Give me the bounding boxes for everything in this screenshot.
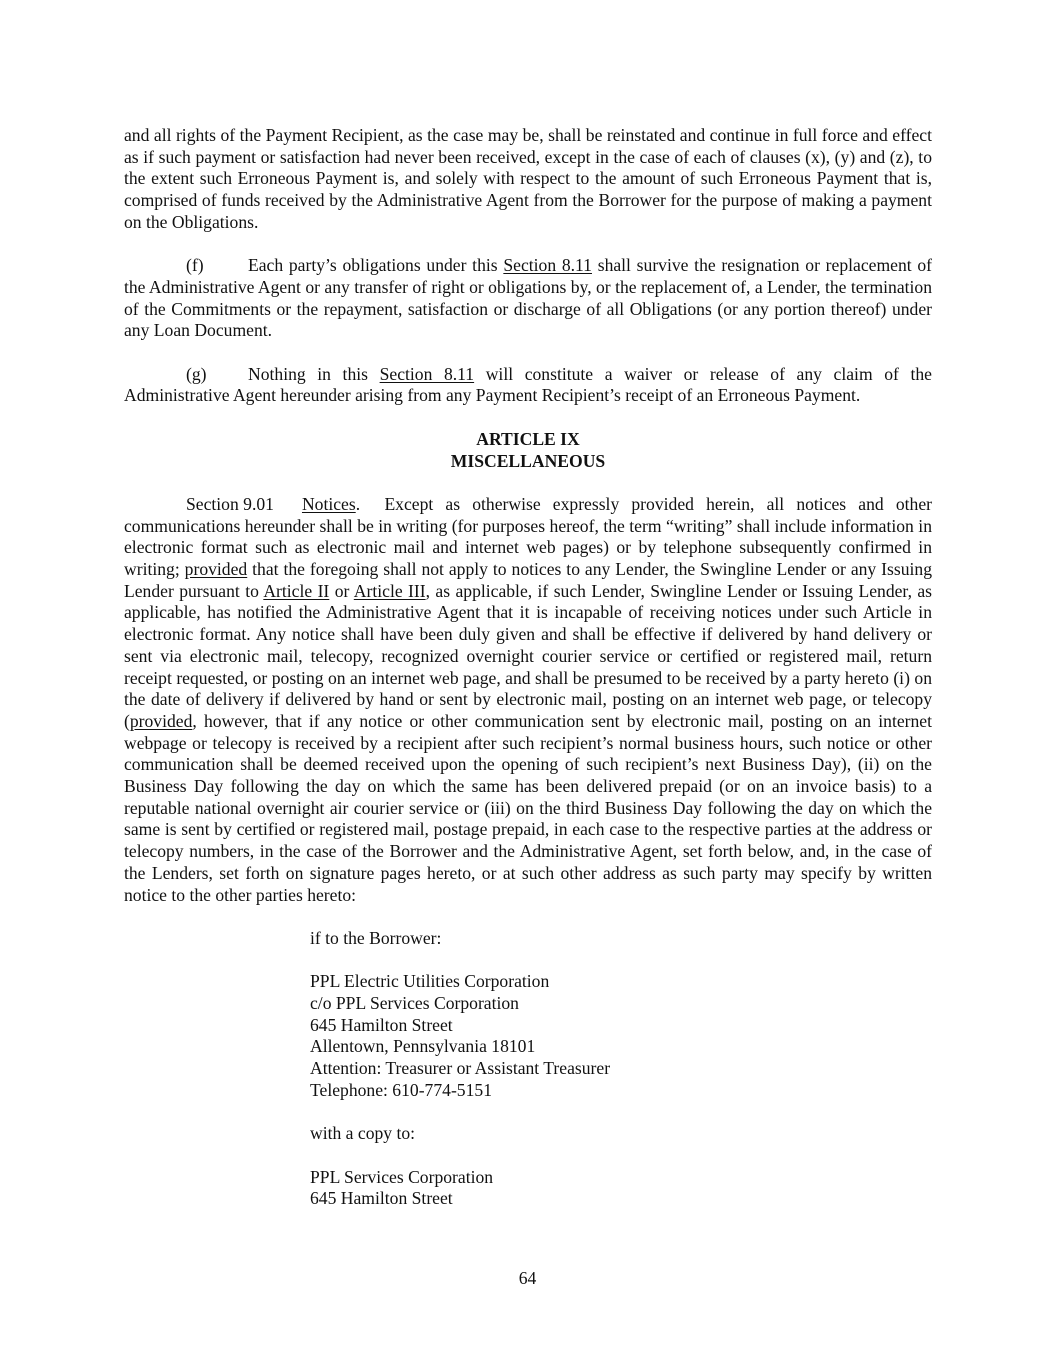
clause-g-paragraph <box>124 364 932 407</box>
clause-g-section-ref: Section 8.11 <box>379 363 475 384</box>
borrower-notice-intro: if to the Borrower: <box>310 927 442 948</box>
article-title: MISCELLANEOUS <box>450 450 606 471</box>
borrower-address-line: Allentown, Pennsylvania 18101 <box>310 1036 536 1057</box>
section-901-ref-article-ii: Article II <box>263 580 330 601</box>
section-901-paragraph <box>124 494 932 906</box>
clause-g-text-before: Nothing in this <box>248 363 368 384</box>
section-901-ref-article-iii: Article III <box>353 580 426 601</box>
copy-address-line: PPL Services Corporation <box>310 1166 494 1187</box>
document-page <box>124 125 932 1210</box>
clause-f-text-after: shall survive the resignation or replacement of the Administrative Agent or any transfer of right or obligations by, or the replacement of, a Lender, the termination of the Commitments or the repayment, satisfaction or discharge of all Obligations (or any portion thereof) under any Loan Document. <box>124 255 933 341</box>
continuation-paragraph: and all rights of the Payment Recipient, as the case may be, shall be reinstated and continue in full force and effect as if such payment or satisfaction had never been received, except in the case of each of clauses (x), (y) and (z), to the extent such Erroneous Payment is, and solely with respect to the amount of such Erroneous Payment that is, comprised of funds received by the Administrative Agent from the Borrower for the purpose of making a payment on the Obligations. <box>124 125 932 232</box>
clause-g-label: (g) <box>186 363 207 384</box>
section-901-text-4: , however, that if any notice or other communication sent by electronic mail, posting on an internet webpage or telecopy is received by a recipient after such recipient’s normal business hours, such notice or other communication shall be deemed received upon the opening of such recipient’s next Business Day), (ii) on the Business Day following the day on which the same has been delivered prepaid (or on an invoice basis) to a reputable national overnight air courier service or (iii) on the third Business Day following the day on which the same is sent by certified or registered mail, postage prepaid, in each case to the respective parties at the address or telecopy numbers, in the case of the Borrower and the Administrative Agent, set forth below, and, in the case of the Lenders, set forth on signature pages hereto, or at such other address as such party may specify by written notice to the other parties hereto: <box>124 710 932 905</box>
section-901-heading: Notices <box>301 493 356 514</box>
borrower-address-line: c/o PPL Services Corporation <box>310 993 519 1014</box>
section-901-text-3: , as applicable, if such Lender, Swingline Lender or Issuing Lender, as applicable, has notified the Administrative Agent that it is incapable of receiving notices under such Article in electronic format. Any notice shall have been duly given and shall be effective if delivered by hand delivery or sent via electronic mail, telecopy, recognized overnight courier service or certified or registered mail, return receipt requested, or posting on an internet web page, and shall be presumed to be received by a party hereto (i) on the date of delivery if delivered by hand or sent by electronic mail, posting on an internet web page, or telecopy ( <box>124 580 933 731</box>
clause-f-text-before: Each party’s obligations under this <box>248 255 498 276</box>
borrower-notice-block <box>310 928 932 1210</box>
section-901-provided-2: provided <box>129 710 193 731</box>
article-heading <box>124 429 932 472</box>
section-901-provided-1: provided <box>184 559 248 579</box>
clause-g-text-after: will constitute a waiver or release of any claim of the Administrative Agent hereunder arising from any Payment Recipient’s receipt of an Erroneous Payment. <box>124 363 932 406</box>
borrower-address-line: Telephone: 610-774-5151 <box>310 1079 492 1100</box>
borrower-address-line: PPL Electric Utilities Corporation <box>310 971 550 992</box>
section-901-text-2: that the foregoing shall not apply to notices to any Lender, the Swingline Lender or any Issuing Lender pursuant to <box>124 559 933 601</box>
section-901-number: Section 9.01 <box>186 493 274 514</box>
section-901-text-1: Except as otherwise expressly provided herein, all notices and other communications hereunder shall be in writing (for purposes hereof, the term “writing” shall include information in electronic format such as electronic mail and internet web pages) or by telephone subsequently confirmed in writing; <box>124 493 933 579</box>
page-number: 64 <box>518 1268 537 1288</box>
clause-f-section-ref: Section 8.11 <box>503 255 592 276</box>
clause-f-label: (f) <box>186 255 204 276</box>
copy-address-line: 645 Hamilton Street <box>310 1188 453 1209</box>
copy-notice-intro: with a copy to: <box>310 1123 416 1144</box>
borrower-address-line: Attention: Treasurer or Assistant Treasurer <box>310 1058 611 1079</box>
borrower-address-line: 645 Hamilton Street <box>310 1014 453 1035</box>
section-901-text-or: or <box>334 580 350 601</box>
article-number: ARTICLE IX <box>476 428 580 449</box>
clause-f-paragraph <box>124 255 932 342</box>
section-901-heading-punct: . <box>355 493 361 514</box>
